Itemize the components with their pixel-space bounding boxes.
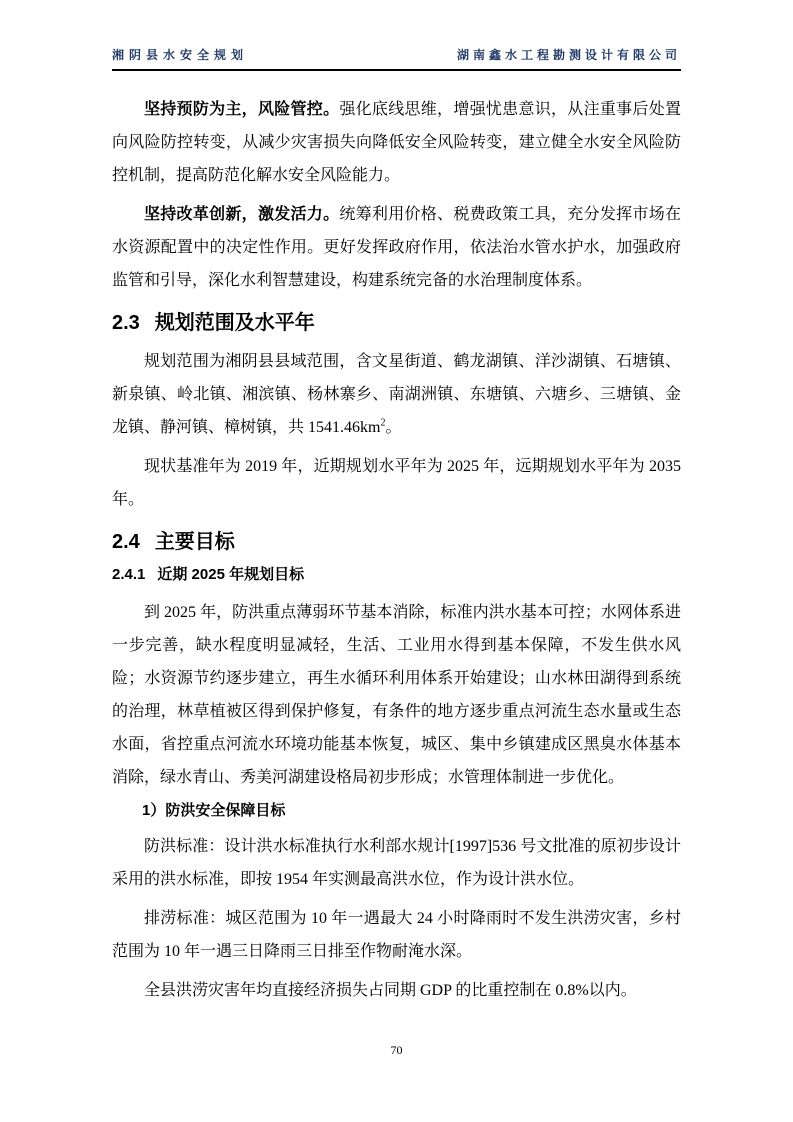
heading-title: 1）防洪安全保障目标 [142,802,286,819]
page-footer [0,1043,793,1058]
page-number: 70 [390,1043,403,1057]
paragraph-drainage-standard [112,902,681,968]
superscript-square: 2 [380,417,386,429]
paragraph-text-tail: 。 [385,419,402,436]
heading-title: 近期 2025 年规划目标 [157,566,305,583]
heading-title: 规划范围及水平年 [154,312,315,334]
paragraph-baseline-years [112,450,681,516]
paragraph-reform-innovation [112,198,681,297]
paragraph-bold-lead: 坚持改革创新，激发活力。 [144,206,340,223]
paragraph-bold-lead: 坚持预防为主，风险管控。 [144,101,340,118]
heading-near-term-2025-goals [112,564,681,586]
header-company-name: 湖南鑫水工程勘测设计有限公司 [456,48,681,62]
paragraph-planning-scope [112,345,681,444]
heading-number: 2.4.1 [112,566,146,583]
heading-planning-scope-and-horizon [112,309,681,337]
paragraph-gdp-loss-control [112,974,681,1007]
heading-number: 2.3 [112,312,140,334]
header-document-title: 湘阴县水安全规划 [112,48,249,62]
paragraph-text: 统筹利用价格、税费政策工具，充分发挥市场在水资源配置中的决定性作用。更好发挥政府作用，依法治水管水护水，加强政府监管和引导，深化水利智慧建设，构建系统完备的水治理制度体系。 [112,206,681,289]
document-body [112,93,681,1007]
heading-number: 2.4 [112,531,140,553]
paragraph-prevention-risk-control [112,93,681,192]
paragraph-text: 排涝标准：城区范围为 10 年一遇最大 24 小时降雨时不发生洪涝灾害，乡村范围为 10 年一遇三日降雨三日排至作物耐淹水深。 [112,910,681,960]
heading-title: 主要目标 [154,531,235,553]
paragraph-text: 现状基准年为 2019 年，近期规划水平年为 2025 年，远期规划水平年为 2035 年。 [112,458,681,508]
heading-flood-safety-goal [112,800,681,822]
paragraph-2025-goals-description [112,596,681,794]
paragraph-text: 到 2025 年，防洪重点薄弱环节基本消除，标准内洪水基本可控；水网体系进一步完善，缺水程度明显减轻，生活、工业用水得到基本保障，不发生供水风险；水资源节约逐步建立，再生水循环利用体系开始建设；山水林田湖得到系统的治理，林草植被区得到保护修复，有条件的地方逐步重点河流生态水量或生态水面，省控重点河流水环境功能基本恢复，城区、集中乡镇建成区黑臭水体基本消除，绿水青山、秀美河湖建设格局初步形成；水管理体制进一步优化。 [112,604,681,786]
paragraph-text: 全县洪涝灾害年均直接经济损失占同期 GDP 的比重控制在 0.8%以内。 [144,982,637,999]
paragraph-text: 规划范围为湘阴县县域范围，含文星街道、鹤龙湖镇、洋沙湖镇、石塘镇、新泉镇、岭北镇、湘滨镇、杨林寨乡、南湖洲镇、东塘镇、六塘乡、三塘镇、金龙镇、静河镇、樟树镇，共 1541.46km [112,353,681,436]
heading-main-objectives [112,528,681,556]
page-header [112,46,681,71]
paragraph-text: 防洪标准：设计洪水标准执行水利部水规计[1997]536 号文批准的原初步设计采用的洪水标准，即按 1954 年实测最高洪水位，作为设计洪水位。 [112,838,681,888]
paragraph-text: 强化底线思维，增强忧患意识，从注重事后处置向风险防控转变，从减少灾害损失向降低安全风险转变，建立健全水安全风险防控机制，提高防范化解水安全风险能力。 [112,101,681,184]
paragraph-flood-standard [112,830,681,896]
